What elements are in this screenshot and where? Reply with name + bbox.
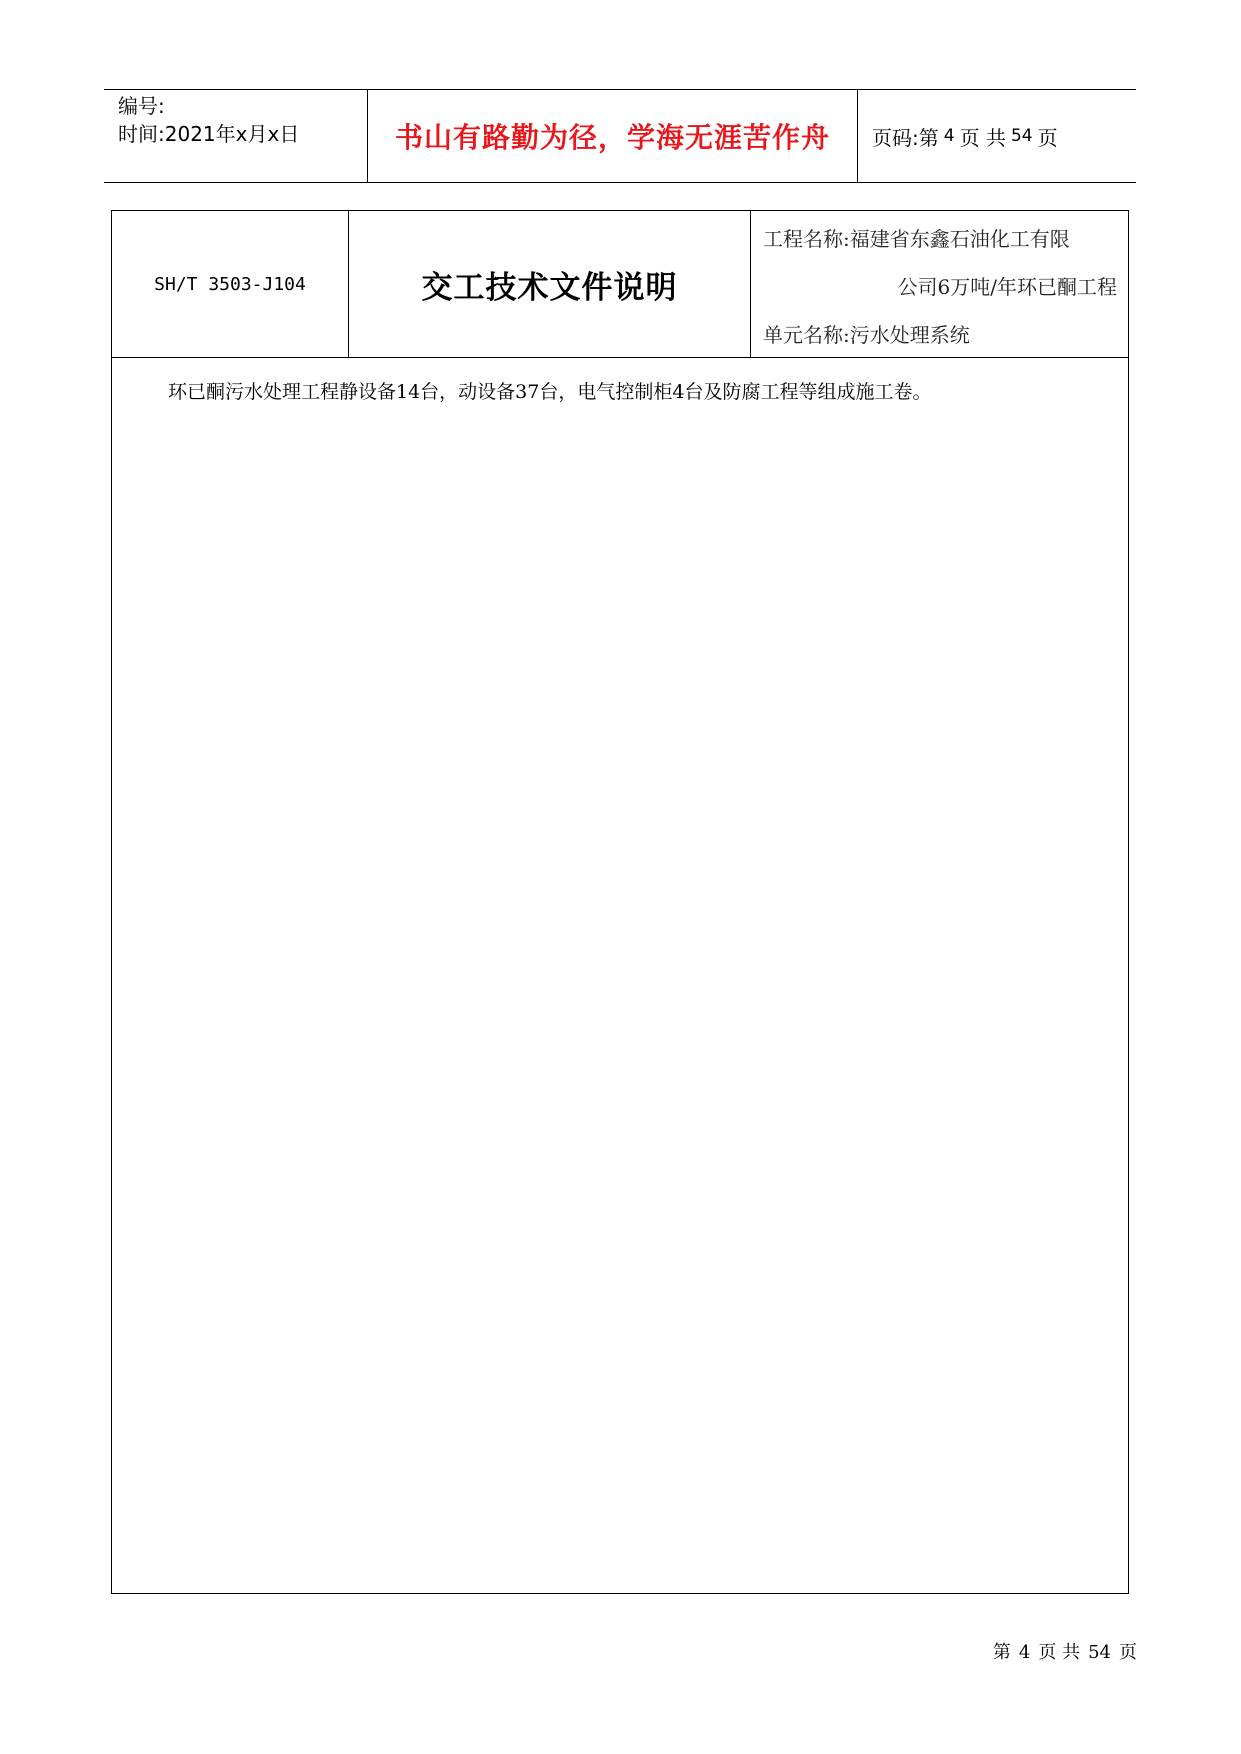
time-line: [118, 120, 367, 148]
page-suffix: 页: [1037, 125, 1058, 150]
motto: 书山有路勤为径，学海无涯苦作舟: [368, 90, 858, 182]
page-header: [104, 89, 1136, 183]
project-name-line2: 公司6万吨/年环已酮工程: [897, 275, 1117, 299]
page-footer: [993, 1638, 1137, 1664]
serial-label: 编号:: [118, 94, 165, 118]
project-info: [751, 211, 1127, 357]
page-current: 4: [943, 126, 955, 146]
form-title-row: [112, 211, 1128, 358]
time-label: 时间:: [118, 122, 165, 146]
unit-name: 单元名称:污水处理系统: [763, 323, 970, 347]
footer-suffix: 页: [1119, 1642, 1137, 1663]
footer-current: 4: [1018, 1642, 1031, 1663]
form-code: SH/T 3503-J104: [112, 211, 349, 357]
page-mid: 页 共: [959, 125, 1006, 150]
footer-total: 54: [1088, 1642, 1111, 1663]
project-name-line1: 工程名称:福建省东鑫石油化工有限: [763, 227, 1070, 251]
description-text: 环已酮污水处理工程静设备14台，动设备37台，电气控制柜4台及防腐工程等组成施工卷。: [168, 381, 932, 403]
footer-mid: 页 共: [1038, 1642, 1081, 1663]
header-meta: [104, 90, 368, 182]
page-total: 54: [1010, 126, 1033, 146]
document-title: 交工技术文件说明: [349, 211, 751, 357]
header-page-number: [858, 90, 1136, 182]
document-form: [111, 210, 1129, 1594]
page-prefix: 页码:第: [872, 125, 939, 150]
footer-prefix: 第: [992, 1642, 1011, 1663]
time-value: 2021年x月x日: [164, 122, 300, 146]
